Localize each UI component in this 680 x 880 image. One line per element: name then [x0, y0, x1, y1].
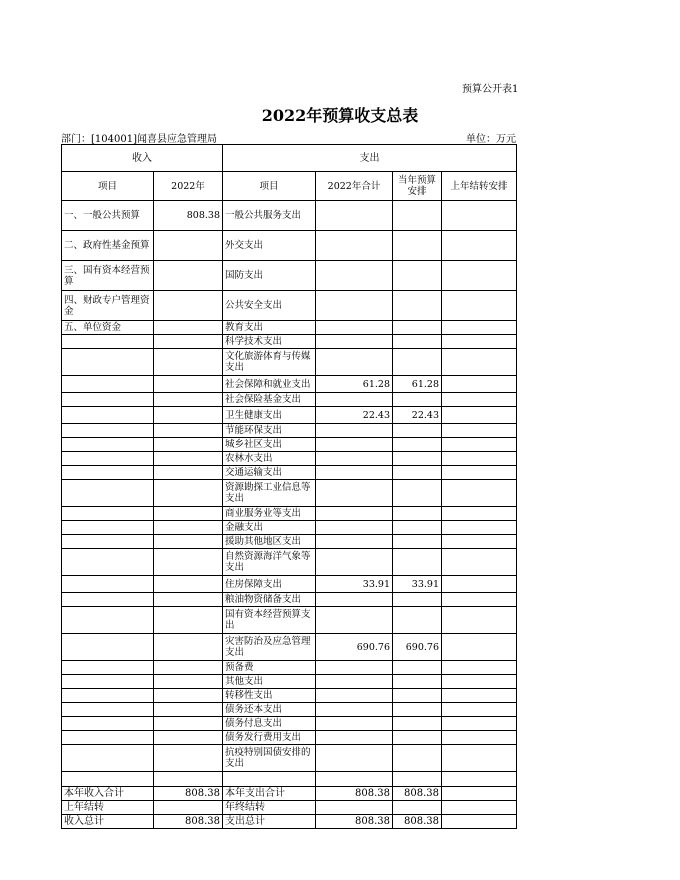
- exp-item-cell: 转移性支出: [223, 689, 316, 703]
- income-value-cell: [154, 480, 223, 507]
- exp-total-cell: [316, 438, 393, 452]
- exp-carry-cell: [442, 349, 517, 376]
- exp-carryover-header: 上年结转安排: [442, 172, 517, 201]
- income-item-cell: [62, 424, 154, 438]
- table-row: [62, 231, 517, 261]
- exp-item-cell: 自然资源海洋气象等支出: [223, 549, 316, 576]
- income-item-cell: [62, 393, 154, 407]
- income-value-cell: [154, 731, 223, 745]
- exp-carry-cell: [442, 815, 517, 829]
- exp-current-cell: [393, 466, 442, 480]
- exp-current-cell: [393, 593, 442, 607]
- income-item-cell: [62, 466, 154, 480]
- exp-current-cell: [393, 480, 442, 507]
- exp-item-cell: 社会保障和就业支出: [223, 376, 316, 393]
- budget-table: [61, 144, 517, 829]
- exp-total-cell: 33.91: [316, 576, 393, 593]
- income-item-cell: 四、财政专户管理资金: [62, 291, 154, 321]
- exp-item-cell: 国有资本经营预算支出: [223, 607, 316, 634]
- table-row: [62, 407, 517, 424]
- exp-current-cell: [393, 717, 442, 731]
- income-item-cell: [62, 452, 154, 466]
- income-year-header: 2022年: [154, 172, 223, 201]
- exp-total-cell: [316, 521, 393, 535]
- table-row: [62, 438, 517, 452]
- table-row: [62, 321, 517, 335]
- income-item-cell: [62, 745, 154, 772]
- exp-total-cell: [316, 717, 393, 731]
- exp-item-cell: 粮油物资储备支出: [223, 593, 316, 607]
- income-value-cell: [154, 549, 223, 576]
- exp-carry-cell: [442, 231, 517, 261]
- exp-item-cell: 公共安全支出: [223, 291, 316, 321]
- exp-current-cell: [393, 675, 442, 689]
- table-row: [62, 349, 517, 376]
- exp-carry-cell: [442, 291, 517, 321]
- exp-total-cell: [316, 675, 393, 689]
- exp-total-cell: [316, 549, 393, 576]
- income-item-cell: [62, 576, 154, 593]
- exp-item-cell: 教育支出: [223, 321, 316, 335]
- exp-current-cell: [393, 689, 442, 703]
- income-value-cell: [154, 703, 223, 717]
- income-item-cell: [62, 507, 154, 521]
- income-value-cell: 808.38: [154, 787, 223, 801]
- exp-carry-cell: [442, 745, 517, 772]
- income-item-cell: [62, 772, 154, 787]
- table-row: [62, 717, 517, 731]
- exp-current-cell: [393, 201, 442, 231]
- income-item-cell: [62, 634, 154, 661]
- exp-current-cell: [393, 772, 442, 787]
- exp-carry-cell: [442, 675, 517, 689]
- exp-current-cell: [393, 507, 442, 521]
- page-title: 2022年预算收支总表: [261, 106, 419, 125]
- exp-item-cell: 支出总计: [223, 815, 316, 829]
- exp-current-cell: [393, 231, 442, 261]
- income-item-cell: [62, 407, 154, 424]
- exp-item-cell: 债务还本支出: [223, 703, 316, 717]
- exp-item-cell: 金融支出: [223, 521, 316, 535]
- exp-total-cell: [316, 507, 393, 521]
- exp-current-cell: [393, 438, 442, 452]
- exp-carry-cell: [442, 507, 517, 521]
- exp-total-cell: [316, 480, 393, 507]
- exp-total-cell: [316, 689, 393, 703]
- exp-carry-cell: [442, 661, 517, 675]
- exp-total-cell: [316, 349, 393, 376]
- table-row: [62, 731, 517, 745]
- income-item-cell: 三、国有资本经营预算: [62, 261, 154, 291]
- income-value-cell: [154, 231, 223, 261]
- exp-total-cell: [316, 335, 393, 349]
- income-item-cell: [62, 731, 154, 745]
- income-value-cell: [154, 466, 223, 480]
- exp-carry-cell: [442, 801, 517, 815]
- income-value-cell: [154, 607, 223, 634]
- income-item-cell: [62, 535, 154, 549]
- exp-total-cell: 808.38: [316, 787, 393, 801]
- income-item-cell: [62, 521, 154, 535]
- exp-carry-cell: [442, 480, 517, 507]
- exp-item-cell: 卫生健康支出: [223, 407, 316, 424]
- table-row: [62, 261, 517, 291]
- income-item-header: 项目: [62, 172, 154, 201]
- exp-carry-cell: [442, 521, 517, 535]
- income-value-cell: [154, 521, 223, 535]
- exp-current-cell: [393, 549, 442, 576]
- exp-item-cell: 抗疫特别国债安排的支出: [223, 745, 316, 772]
- income-item-cell: 二、政府性基金预算: [62, 231, 154, 261]
- exp-item-cell: 援助其他地区支出: [223, 535, 316, 549]
- exp-item-cell: 交通运输支出: [223, 466, 316, 480]
- income-value-cell: [154, 576, 223, 593]
- exp-item-cell: 资源勘探工业信息等支出: [223, 480, 316, 507]
- exp-total-cell: 61.28: [316, 376, 393, 393]
- exp-item-cell: 科学技术支出: [223, 335, 316, 349]
- exp-current-cell: 690.76: [393, 634, 442, 661]
- exp-total-cell: [316, 535, 393, 549]
- income-value-cell: [154, 689, 223, 703]
- exp-carry-cell: [442, 393, 517, 407]
- table-row: [62, 201, 517, 231]
- income-item-cell: 本年收入合计: [62, 787, 154, 801]
- exp-item-cell: 本年支出合计: [223, 787, 316, 801]
- table-row: [62, 521, 517, 535]
- income-value-cell: [154, 393, 223, 407]
- exp-total-cell: [316, 261, 393, 291]
- total-row: [62, 787, 517, 801]
- exp-current-cell: 61.28: [393, 376, 442, 393]
- exp-total-cell: [316, 772, 393, 787]
- exp-carry-cell: [442, 576, 517, 593]
- table-row: [62, 576, 517, 593]
- income-value-cell: [154, 661, 223, 675]
- exp-carry-cell: [442, 438, 517, 452]
- income-item-cell: [62, 607, 154, 634]
- income-value-cell: [154, 349, 223, 376]
- income-item-cell: [62, 480, 154, 507]
- exp-item-cell: 社会保险基金支出: [223, 393, 316, 407]
- exp-item-cell: 商业服务业等支出: [223, 507, 316, 521]
- exp-current-cell: [393, 393, 442, 407]
- exp-total-cell: [316, 393, 393, 407]
- income-item-cell: [62, 335, 154, 349]
- exp-total-cell: [316, 201, 393, 231]
- exp-item-cell: 住房保障支出: [223, 576, 316, 593]
- exp-total-cell: [316, 291, 393, 321]
- income-value-cell: [154, 438, 223, 452]
- exp-total-cell: [316, 321, 393, 335]
- exp-total-cell: [316, 452, 393, 466]
- exp-carry-cell: [442, 452, 517, 466]
- exp-carry-cell: [442, 607, 517, 634]
- exp-carry-cell: [442, 407, 517, 424]
- table-row: [62, 703, 517, 717]
- income-item-cell: 上年结转: [62, 801, 154, 815]
- table-row: [62, 689, 517, 703]
- total-row: [62, 801, 517, 815]
- table-row: [62, 507, 517, 521]
- header-row-2: [62, 172, 517, 201]
- income-value-cell: [154, 801, 223, 815]
- income-item-cell: 五、单位资金: [62, 321, 154, 335]
- exp-carry-cell: [442, 549, 517, 576]
- table-row: [62, 607, 517, 634]
- exp-carry-cell: [442, 321, 517, 335]
- table-row: [62, 675, 517, 689]
- table-row: [62, 772, 517, 787]
- income-value-cell: [154, 376, 223, 393]
- exp-total-cell: [316, 703, 393, 717]
- exp-current-cell: [393, 661, 442, 675]
- income-value-cell: [154, 593, 223, 607]
- exp-carry-cell: [442, 376, 517, 393]
- income-item-cell: [62, 689, 154, 703]
- unit-label: 单位：万元: [466, 134, 516, 145]
- table-row: [62, 634, 517, 661]
- exp-total-cell: [316, 593, 393, 607]
- income-value-cell: [154, 535, 223, 549]
- income-item-cell: [62, 349, 154, 376]
- exp-item-cell: 农林水支出: [223, 452, 316, 466]
- exp-item-cell: 文化旅游体育与传媒支出: [223, 349, 316, 376]
- exp-carry-cell: [442, 424, 517, 438]
- exp-item-cell: 国防支出: [223, 261, 316, 291]
- expenditure-header: 支出: [223, 145, 517, 172]
- table-row: [62, 535, 517, 549]
- table-row: [62, 393, 517, 407]
- exp-current-cell: [393, 703, 442, 717]
- income-header: 收入: [62, 145, 223, 172]
- exp-current-cell: [393, 291, 442, 321]
- income-value-cell: [154, 772, 223, 787]
- table-row: [62, 593, 517, 607]
- exp-carry-cell: [442, 261, 517, 291]
- exp-carry-cell: [442, 787, 517, 801]
- income-item-cell: [62, 593, 154, 607]
- income-item-cell: [62, 675, 154, 689]
- table-row: [62, 661, 517, 675]
- income-value-cell: [154, 321, 223, 335]
- income-value-cell: [154, 717, 223, 731]
- exp-current-cell: 33.91: [393, 576, 442, 593]
- exp-total-cell: [316, 424, 393, 438]
- exp-carry-cell: [442, 772, 517, 787]
- exp-carry-cell: [442, 731, 517, 745]
- exp-total-cell: [316, 745, 393, 772]
- exp-current-cell: [393, 607, 442, 634]
- income-item-cell: 收入总计: [62, 815, 154, 829]
- income-item-cell: [62, 549, 154, 576]
- exp-item-cell: 预备费: [223, 661, 316, 675]
- exp-carry-cell: [442, 466, 517, 480]
- exp-item-cell: 债务发行费用支出: [223, 731, 316, 745]
- exp-carry-cell: [442, 717, 517, 731]
- exp-current-cell: [393, 261, 442, 291]
- income-value-cell: [154, 745, 223, 772]
- table-row: [62, 452, 517, 466]
- exp-total-cell: [316, 801, 393, 815]
- income-value-cell: [154, 507, 223, 521]
- income-item-cell: [62, 661, 154, 675]
- exp-carry-cell: [442, 201, 517, 231]
- exp-item-cell: 一般公共服务支出: [223, 201, 316, 231]
- table-row: [62, 549, 517, 576]
- exp-current-cell: [393, 321, 442, 335]
- table-row: [62, 335, 517, 349]
- exp-total-cell: [316, 466, 393, 480]
- table-row: [62, 466, 517, 480]
- income-value-cell: [154, 424, 223, 438]
- exp-current-cell: [393, 335, 442, 349]
- exp-item-cell: 债务付息支出: [223, 717, 316, 731]
- table-row: [62, 424, 517, 438]
- table-row: [62, 291, 517, 321]
- exp-item-cell: 其他支出: [223, 675, 316, 689]
- exp-current-cell: [393, 731, 442, 745]
- header-row-1: [62, 145, 517, 172]
- table-row: [62, 376, 517, 393]
- exp-current-cell: [393, 349, 442, 376]
- exp-total-cell: [316, 661, 393, 675]
- exp-carry-cell: [442, 593, 517, 607]
- income-item-cell: 一、一般公共预算: [62, 201, 154, 231]
- total-row: [62, 815, 517, 829]
- exp-item-cell: [223, 772, 316, 787]
- exp-total-cell: [316, 607, 393, 634]
- income-value-cell: [154, 675, 223, 689]
- exp-carry-cell: [442, 535, 517, 549]
- income-value-cell: [154, 634, 223, 661]
- exp-total-cell: 22.43: [316, 407, 393, 424]
- exp-item-header: 项目: [223, 172, 316, 201]
- form-id: 预算公开表1: [462, 84, 519, 95]
- exp-item-cell: 外交支出: [223, 231, 316, 261]
- exp-total-header: 2022年合计: [316, 172, 393, 201]
- exp-carry-cell: [442, 689, 517, 703]
- exp-item-cell: 节能环保支出: [223, 424, 316, 438]
- exp-item-cell: 城乡社区支出: [223, 438, 316, 452]
- exp-current-cell: [393, 535, 442, 549]
- department-label: 部门：[104001]闻喜县应急管理局: [61, 134, 217, 145]
- income-value-cell: [154, 261, 223, 291]
- exp-total-cell: [316, 731, 393, 745]
- exp-carry-cell: [442, 703, 517, 717]
- income-value-cell: [154, 291, 223, 321]
- income-value-cell: [154, 407, 223, 424]
- income-item-cell: [62, 438, 154, 452]
- exp-current-cell: [393, 424, 442, 438]
- exp-total-cell: 690.76: [316, 634, 393, 661]
- exp-current-cell: 808.38: [393, 815, 442, 829]
- exp-current-cell: 808.38: [393, 787, 442, 801]
- exp-item-cell: 灾害防治及应急管理支出: [223, 634, 316, 661]
- income-value-cell: [154, 335, 223, 349]
- income-item-cell: [62, 703, 154, 717]
- exp-current-cell: [393, 521, 442, 535]
- income-value-cell: [154, 452, 223, 466]
- table-row: [62, 745, 517, 772]
- exp-carry-cell: [442, 335, 517, 349]
- income-item-cell: [62, 717, 154, 731]
- exp-current-cell: [393, 801, 442, 815]
- income-value-cell: 808.38: [154, 201, 223, 231]
- exp-current-cell: [393, 452, 442, 466]
- exp-item-cell: 年终结转: [223, 801, 316, 815]
- exp-total-cell: 808.38: [316, 815, 393, 829]
- exp-current-header: 当年预算安排: [393, 172, 442, 201]
- income-value-cell: 808.38: [154, 815, 223, 829]
- income-item-cell: [62, 376, 154, 393]
- exp-current-cell: 22.43: [393, 407, 442, 424]
- exp-total-cell: [316, 231, 393, 261]
- exp-current-cell: [393, 745, 442, 772]
- exp-carry-cell: [442, 634, 517, 661]
- table-row: [62, 480, 517, 507]
